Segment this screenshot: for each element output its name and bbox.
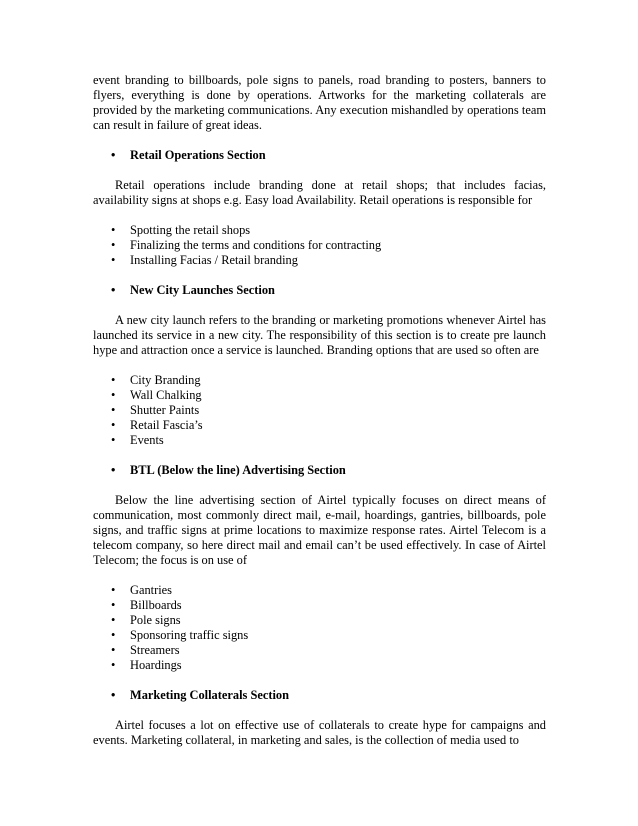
list-item: • Finalizing the terms and conditions for contracting	[111, 238, 382, 252]
list-item: • Events	[111, 433, 164, 447]
bullet-icon: •	[111, 688, 116, 702]
bullet-icon: •	[111, 283, 116, 297]
bullet-icon: •	[111, 583, 116, 597]
list-item: • Wall Chalking	[111, 388, 202, 402]
list-item: • Streamers	[111, 643, 180, 657]
bullet-icon: •	[111, 643, 116, 657]
heading-text: BTL (Below the line) Advertising Section	[130, 463, 346, 477]
section-paragraph-btl-advertising: Below the line advertising section of Airtel typically focuses on direct means of communication, most commonly direct mail, e-mail, hoardings, gantries, billboards, pole signs, and traffic signs at prime locations to maximize response rates. Airtel Telecom is a telecom company, so here direct mail and email can’t be used effectively. In case of Airtel Telecom; the focus is on use of	[93, 493, 546, 567]
bullet-list-retail-operations	[93, 223, 546, 268]
document-page	[93, 73, 546, 748]
bullet-icon: •	[111, 373, 116, 387]
bullet-icon: •	[111, 463, 116, 477]
bullet-icon: •	[111, 418, 116, 432]
intro-paragraph: event branding to billboards, pole signs to panels, road branding to posters, banners to flyers, everything is done by operations. Artworks for the marketing collaterals are provided by the marketing communications. Any execution mishandled by operations team can result in failure of great ideas.	[93, 73, 546, 132]
list-item: • Hoardings	[111, 658, 182, 672]
list-item: • Billboards	[111, 598, 182, 612]
bullet-icon: •	[111, 433, 116, 447]
bullet-list-new-city-launches	[93, 373, 546, 448]
section-heading-new-city-launches	[93, 283, 546, 298]
list-item: • City Branding	[111, 373, 201, 387]
heading-text: Retail Operations Section	[130, 148, 266, 162]
list-item: • Retail Fascia’s	[111, 418, 203, 432]
section-paragraph-marketing-collaterals: Airtel focuses a lot on effective use of collaterals to create hype for campaigns and events. Marketing collateral, in marketing and sales, is the collection of media used to	[93, 718, 546, 747]
list-item: • Sponsoring traffic signs	[111, 628, 249, 642]
bullet-icon: •	[111, 238, 116, 252]
bullet-icon: •	[111, 613, 116, 627]
heading-text: New City Launches Section	[130, 283, 275, 297]
list-item: • Pole signs	[111, 613, 181, 627]
section-heading-btl-advertising	[93, 463, 546, 478]
section-paragraph-retail-operations: Retail operations include branding done at retail shops; that includes facias, availability signs at shops e.g. Easy load Availability. Retail operations is responsible for	[93, 178, 546, 207]
section-paragraph-new-city-launches: A new city launch refers to the branding or marketing promotions whenever Airtel has launched its service in a new city. The responsibility of this section is to create pre launch hype and attraction once a service is launched. Branding options that are used so often are	[93, 313, 546, 357]
bullet-icon: •	[111, 223, 116, 237]
bullet-icon: •	[111, 388, 116, 402]
bullet-icon: •	[111, 403, 116, 417]
bullet-list-btl-advertising	[93, 583, 546, 673]
list-item: • Installing Facias / Retail branding	[111, 253, 298, 267]
bullet-icon: •	[111, 598, 116, 612]
bullet-icon: •	[111, 253, 116, 267]
bullet-icon: •	[111, 628, 116, 642]
list-item: • Spotting the retail shops	[111, 223, 251, 237]
list-item: • Shutter Paints	[111, 403, 200, 417]
bullet-icon: •	[111, 148, 116, 162]
bullet-icon: •	[111, 658, 116, 672]
section-heading-retail-operations	[93, 148, 546, 163]
heading-text: Marketing Collaterals Section	[130, 688, 289, 702]
section-heading-marketing-collaterals	[93, 688, 546, 703]
list-item: • Gantries	[111, 583, 172, 597]
